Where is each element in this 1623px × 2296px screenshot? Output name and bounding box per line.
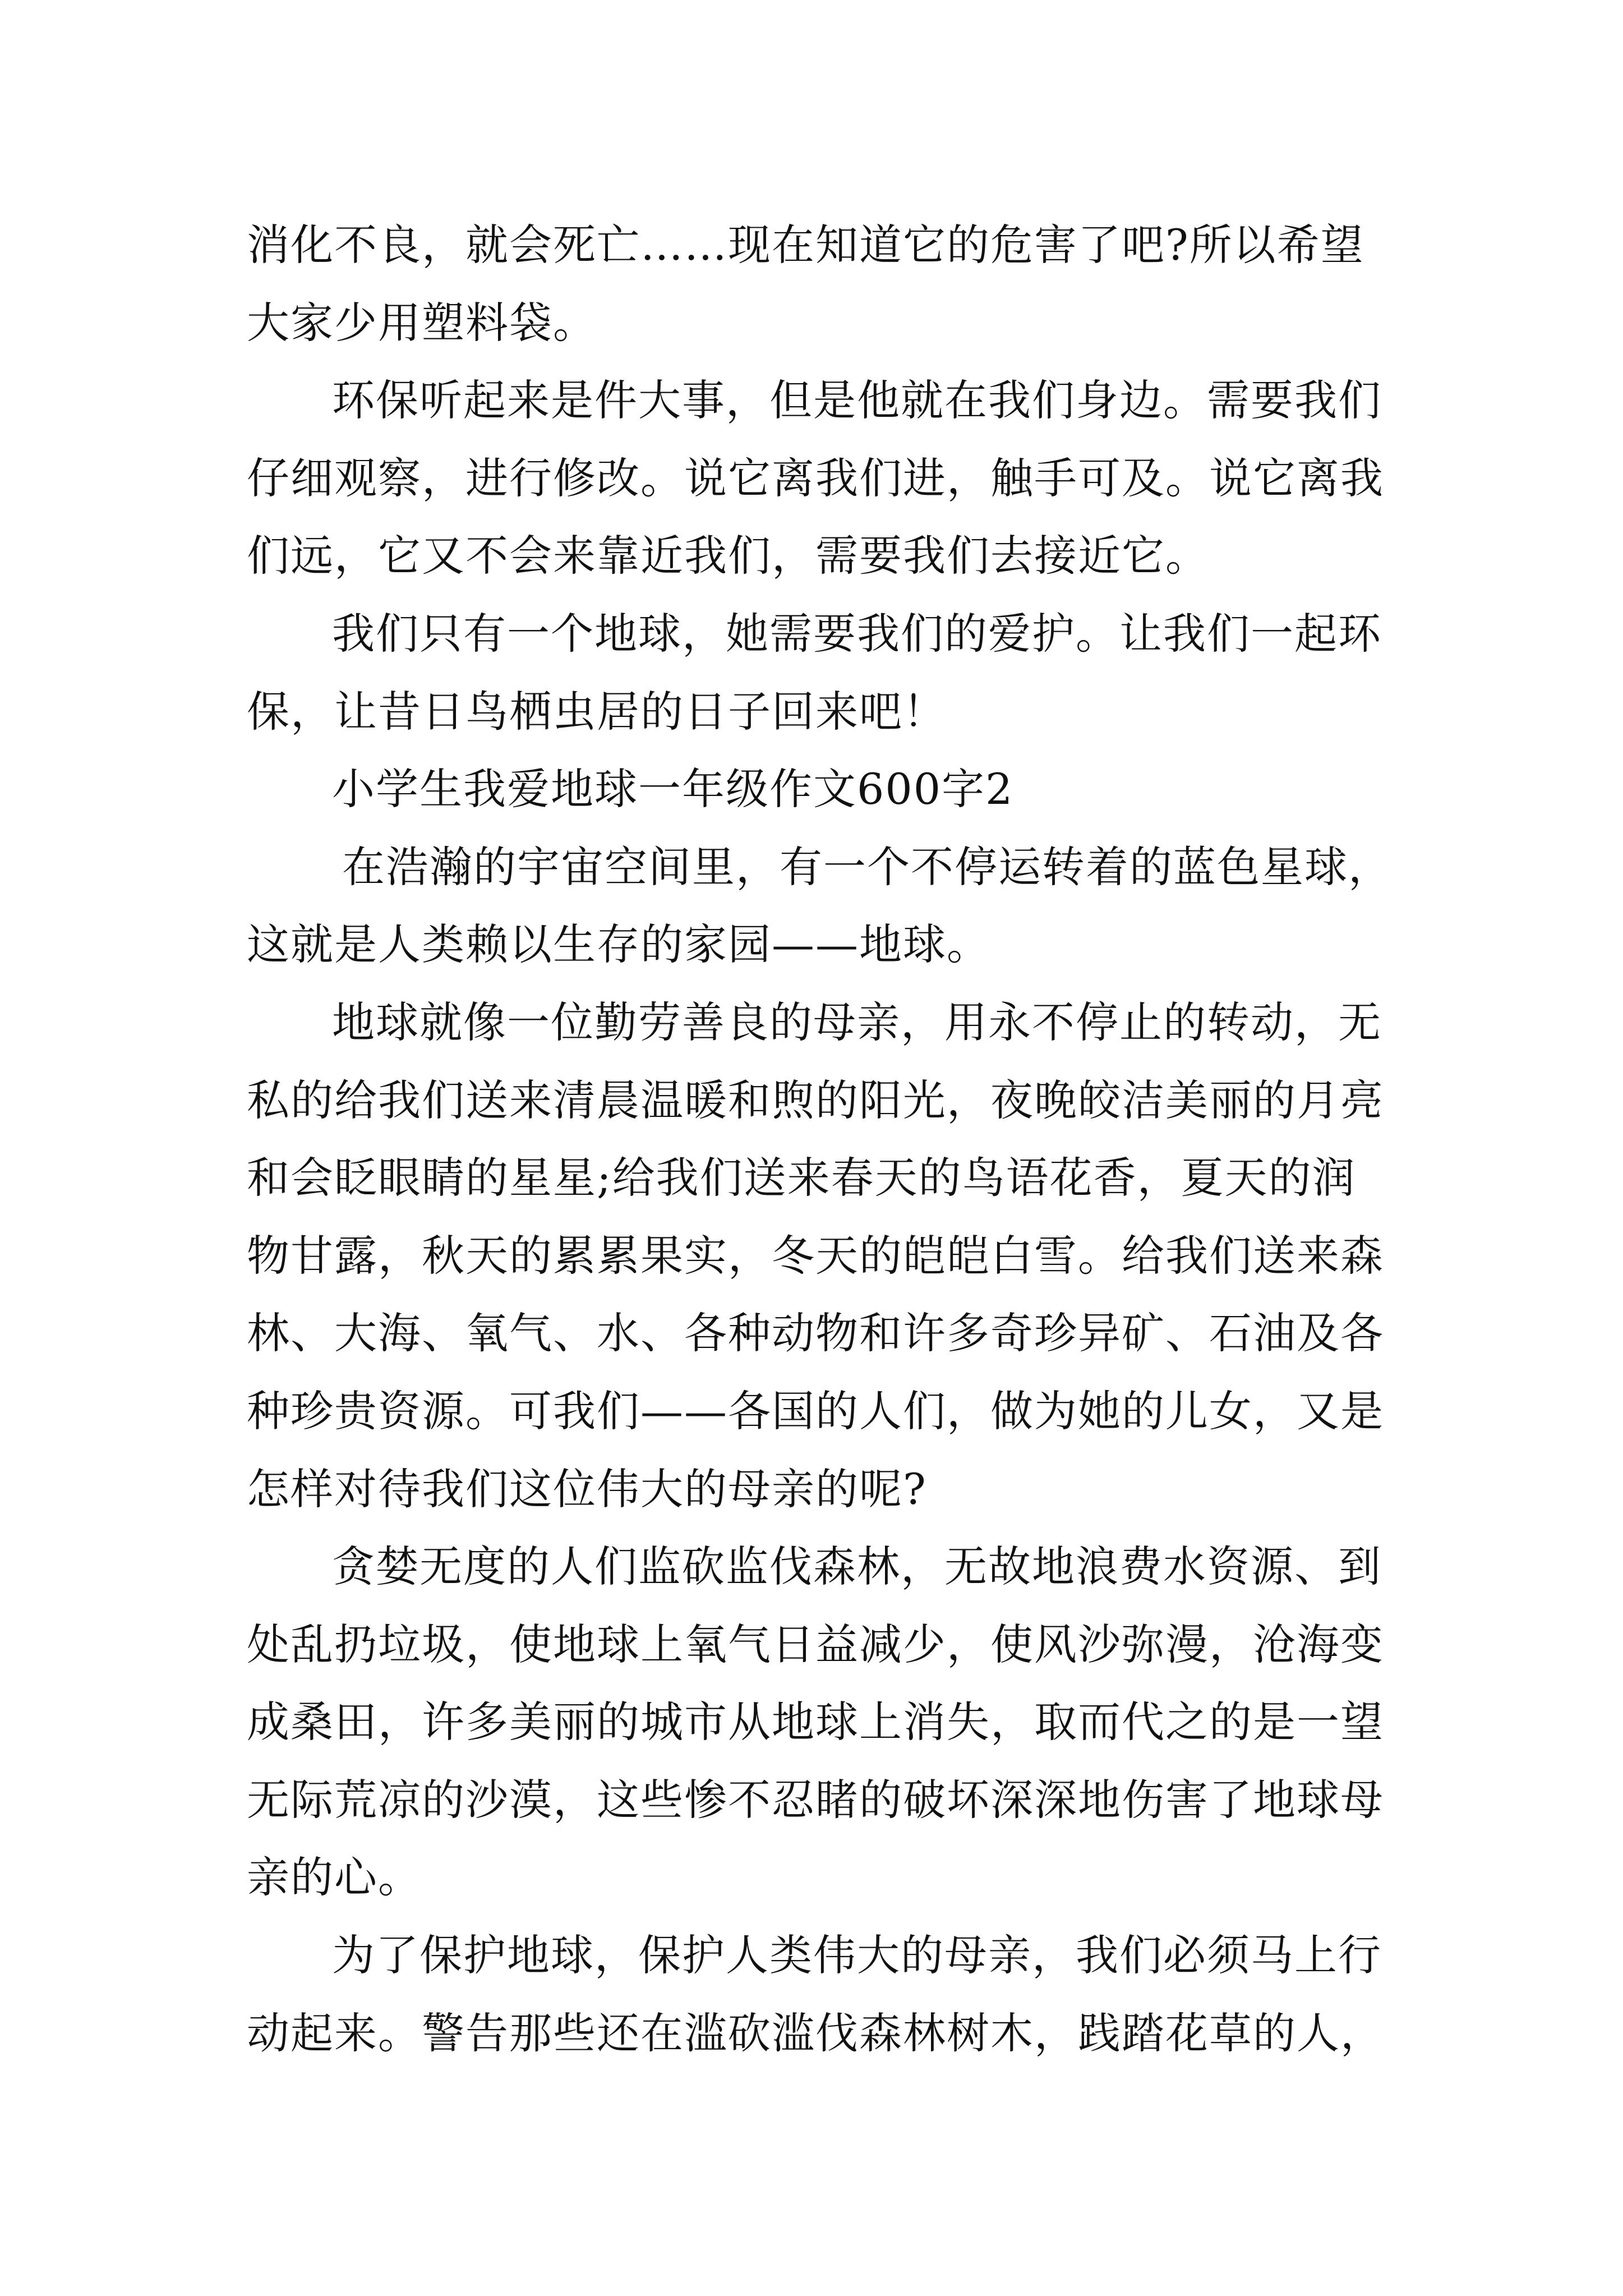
text-line: 种珍贵资源。可我们——各国的人们，做为她的儿女，又是 [247, 1386, 1384, 1436]
text-line: 仔细观察，进行修改。说它离我们进，触手可及。说它离我 [247, 453, 1384, 503]
essay-body [247, 206, 1391, 2072]
text-line: 这就是人类赖以生存的家园——地球。 [247, 919, 990, 970]
text-line: 私的给我们送来清晨温暖和煦的阳光，夜晚皎洁美丽的月亮 [247, 1075, 1384, 1125]
text-line: 处乱扔垃圾，使地球上氧气日益减少，使风沙弥漫，沧海变 [247, 1619, 1384, 1669]
text-line: 无际荒凉的沙漠，这些惨不忍睹的破坏深深地伤害了地球母 [247, 1774, 1384, 1825]
text-line: 消化不良，就会死亡……现在知道它的危害了吧?所以希望 [247, 220, 1364, 270]
paragraph-start-line: 环保听起来是件大事，但是他就在我们身边。需要我们 [332, 375, 1382, 426]
text-line: 动起来。警告那些还在滥砍滥伐森林树木，践踏花草的人， [247, 2008, 1384, 2058]
text-line: 亲的心。 [247, 1852, 422, 1903]
text-line: 物甘露，秋天的累累果实，冬天的皑皑白雪。给我们送来森 [247, 1230, 1384, 1281]
text-line: 和会眨眼睛的星星;给我们送来春天的鸟语花香，夏天的润 [247, 1153, 1356, 1203]
paragraph-start-line: 地球就像一位勤劳善良的母亲，用永不停止的转动，无 [332, 997, 1382, 1047]
text-line: 保，让昔日鸟栖虫居的日子回来吧！ [247, 686, 947, 737]
text-line: 怎样对待我们这位伟大的母亲的呢? [247, 1464, 927, 1514]
paragraph-start-line: 为了保护地球，保护人类伟大的母亲，我们必须马上行 [332, 1930, 1382, 1981]
paragraph-start-line: 贪婪无度的人们监砍监伐森林，无故地浪费水资源、到 [332, 1542, 1382, 1592]
text-line: 大家少用塑料袋。 [247, 297, 597, 348]
text-line: 们远，它又不会来靠近我们，需要我们去接近它。 [247, 531, 1209, 581]
essay-heading: 小学生我爱地球一年级作文600字2 [332, 764, 1014, 815]
text-line: 林、大海、氧气、水、各种动物和许多奇珍异矿、石油及各 [247, 1308, 1384, 1359]
paragraph-start-line: 在浩瀚的宇宙空间里，有一个不停运转着的蓝色星球， [342, 841, 1392, 892]
text-line: 成桑田，许多美丽的城市从地球上消失，取而代之的是一望 [247, 1697, 1384, 1747]
paragraph-start-line: 我们只有一个地球，她需要我们的爱护。让我们一起环 [332, 608, 1382, 659]
